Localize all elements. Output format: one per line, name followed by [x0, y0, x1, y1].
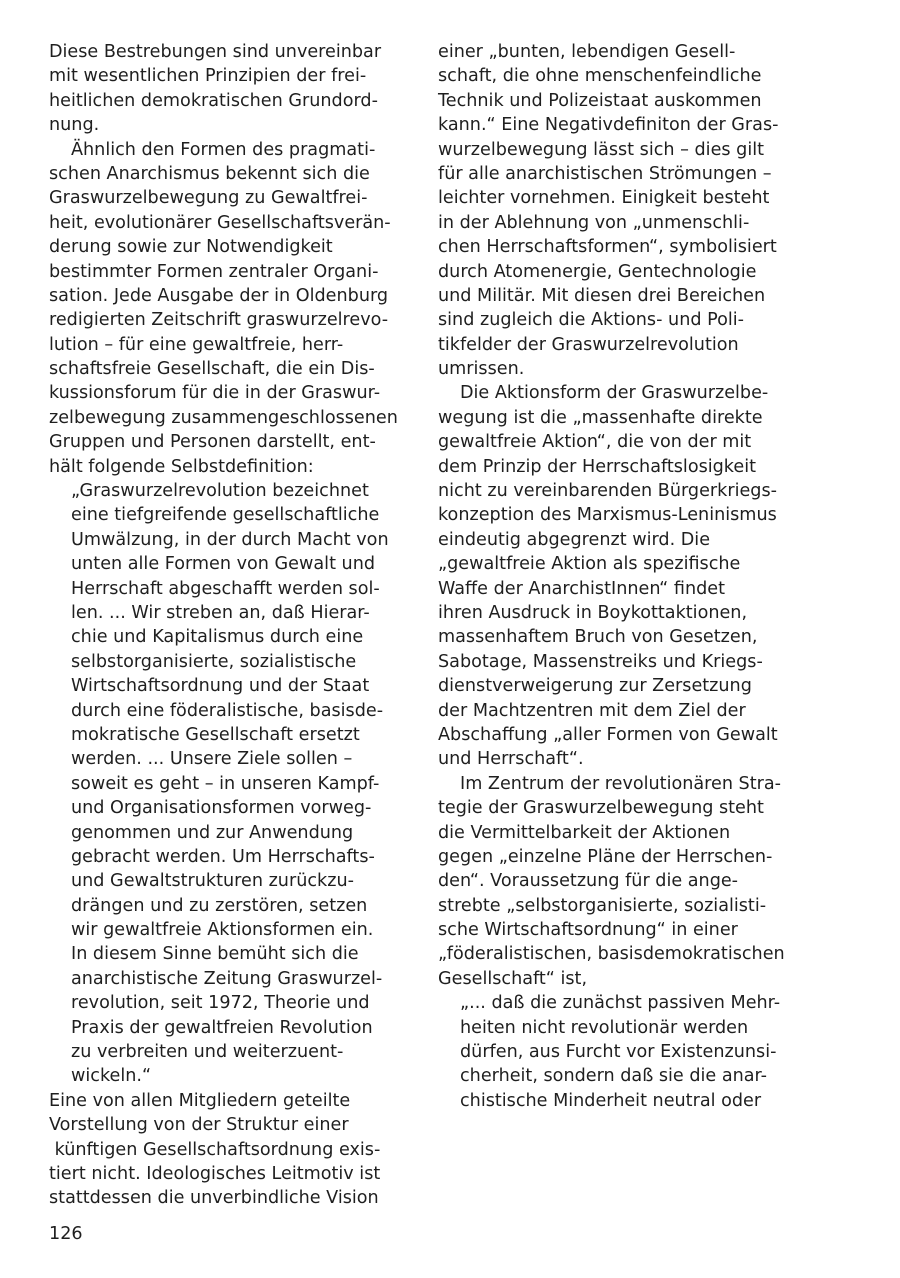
text-line: den“. Voraussetzung für die ange-: [438, 871, 739, 892]
quote-line: cherheit, sondern daß sie die anar-: [460, 1066, 767, 1087]
text-line: nung.: [49, 115, 100, 136]
right-column: [438, 40, 798, 1113]
text-line: heit, evolutionärer Gesellschaftsverän-: [49, 212, 391, 233]
text-line: konzeption des Marxismus-Leninismus: [438, 505, 777, 526]
quote-line: Herrschaft abgeschafft werden sol-: [71, 578, 380, 599]
text-line: massenhaftem Bruch von Gesetzen,: [438, 627, 758, 648]
quote-line: gebracht werden. Um Herrschafts-: [71, 846, 375, 867]
text-line: stattdessen die unverbindliche Vision: [49, 1188, 379, 1209]
quote-line: Wirtschaftsordnung und der Staat: [71, 676, 370, 697]
text-line: und Militär. Mit diesen drei Bereichen: [438, 285, 766, 306]
text-line: eindeutig abgegrenzt wird. Die: [438, 529, 711, 550]
quote-line: genommen und zur Anwendung: [71, 822, 354, 843]
text-line: „föderalistischen, basisdemokratischen: [438, 944, 785, 965]
text-line: strebte „selbstorganisierte, sozialisti-: [438, 895, 767, 916]
quote-line: In diesem Sinne bemüht sich die: [71, 944, 359, 965]
right-paragraph-3: [438, 772, 798, 992]
text-line: Abschaffung „aller Formen von Gewalt: [438, 724, 778, 745]
quote-line: selbstorganisierte, sozialistische: [71, 651, 357, 672]
text-line: Sabotage, Massenstreiks und Kriegs-: [438, 651, 763, 672]
text-line: heitlichen demokratischen Grundord-: [49, 90, 378, 111]
text-line: tiert nicht. Ideologisches Leitmotiv ist: [49, 1163, 381, 1184]
text-line: Waffe der AnarchistInnen“ findet: [438, 578, 726, 599]
text-line: chen Herrschaftsformen“, symbolisiert: [438, 237, 777, 258]
text-line: Gruppen und Personen darstellt, ent-: [49, 432, 376, 453]
text-line: schen Anarchismus bekennt sich die: [49, 163, 370, 184]
quote-line: len. ... Wir streben an, daß Hierar-: [71, 602, 370, 623]
quote-line: mokratische Gesellschaft ersetzt: [71, 724, 360, 745]
text-line: sind zugleich die Aktions- und Poli-: [438, 310, 744, 331]
right-paragraph-2: [438, 381, 798, 771]
quote-line: werden. ... Unsere Ziele sollen –: [71, 749, 353, 770]
quote-line: und Organisationsformen vorweg-: [71, 798, 372, 819]
quote-line: durch eine föderalistische, basisde-: [71, 700, 384, 721]
text-line: die Vermittelbarkeit der Aktionen: [438, 822, 731, 843]
text-line: kussionsforum für die in der Graswur-: [49, 383, 381, 404]
text-line: leichter vornehmen. Einigkeit besteht: [438, 188, 770, 209]
text-line: der Machtzentren mit dem Ziel der: [438, 700, 746, 721]
text-line: lution – für eine gewaltfreie, herr-: [49, 334, 344, 355]
text-line: kann.“ Eine Negativdefiniton der Gras-: [438, 115, 779, 136]
text-line: derung sowie zur Notwendigkeit: [49, 237, 333, 258]
text-line: künftigen Gesellschaftsordnung exis-: [49, 1139, 381, 1160]
text-line: wurzelbewegung lässt sich – dies gilt: [438, 139, 764, 160]
quote-line: zu verbreiten und weiterzuent-: [71, 1042, 344, 1063]
quote-line: soweit es geht – in unseren Kampf-: [71, 773, 380, 794]
text-line: für alle anarchistischen Strömungen –: [438, 163, 772, 184]
text-line: mit wesentlichen Prinzipien der frei-: [49, 66, 367, 87]
text-line: umrissen.: [438, 359, 525, 380]
text-line: gewaltfreie Aktion“, die von der mit: [438, 432, 752, 453]
text-line: dienstverweigerung zur Zersetzung: [438, 676, 752, 697]
quote-line: drängen und zu zerstören, setzen: [71, 895, 368, 916]
text-line: „gewaltfreie Aktion als spezifische: [438, 554, 741, 575]
text-line: einer „bunten, lebendigen Gesell-: [438, 42, 736, 62]
text-line: hält folgende Selbstdefinition:: [49, 456, 314, 477]
quote-line: revolution, seit 1972, Theorie und: [71, 993, 370, 1014]
text-line: redigierten Zeitschrift graswurzelrevo-: [49, 310, 389, 331]
quote-line: wickeln.“: [71, 1066, 152, 1087]
text-line: Ähnlich den Formen des pragmati-: [71, 139, 376, 160]
quote-line: und Gewaltstrukturen zurückzu-: [71, 871, 354, 892]
left-block-quote: [49, 479, 409, 1089]
text-line: tegie der Graswurzelbewegung steht: [438, 798, 764, 819]
quote-line: chie und Kapitalismus durch eine: [71, 627, 364, 648]
left-paragraph-3: [49, 1089, 409, 1211]
quote-line: Praxis der gewaltfreien Revolution: [71, 1017, 373, 1038]
text-line: Gesellschaft“ ist,: [438, 968, 588, 989]
text-line: Graswurzelbewegung zu Gewaltfrei-: [49, 188, 368, 209]
quote-line: wir gewaltfreie Aktionsformen ein.: [71, 920, 374, 941]
right-paragraph-1: [438, 40, 798, 381]
text-line: in der Ablehnung von „unmenschli-: [438, 212, 750, 233]
quote-line: unten alle Formen von Gewalt und: [71, 554, 376, 575]
text-line: Eine von allen Mitgliedern geteilte: [49, 1090, 351, 1111]
text-line: ihren Ausdruck in Boykottaktionen,: [438, 602, 748, 623]
text-line: gegen „einzelne Pläne der Herrschen-: [438, 846, 773, 867]
text-line: wegung ist die „massenhafte direkte: [438, 407, 763, 428]
quote-line: „Graswurzelrevolution bezeichnet: [71, 481, 369, 502]
quote-line: chistische Minderheit neutral oder: [460, 1090, 762, 1111]
text-line: Diese Bestrebungen sind unvereinbar: [49, 42, 382, 62]
right-block-quote: [438, 991, 798, 1113]
text-line: sation. Jede Ausgabe der in Oldenburg: [49, 285, 389, 306]
text-line: schaft, die ohne menschenfeindliche: [438, 66, 762, 87]
text-line: bestimmter Formen zentraler Organi-: [49, 261, 379, 282]
quote-line: Umwälzung, in der durch Macht von: [71, 529, 389, 550]
text-line: zelbewegung zusammengeschlossenen: [49, 407, 398, 428]
text-line: Vorstellung von der Struktur einer: [49, 1115, 349, 1136]
text-line: dem Prinzip der Herrschaftslosigkeit: [438, 456, 756, 477]
quote-line: anarchistische Zeitung Graswurzel-: [71, 968, 383, 989]
quote-line: „... daß die zunächst passiven Mehr-: [460, 993, 781, 1014]
page-number: 126: [49, 1224, 83, 1244]
text-line: tikfelder der Graswurzelrevolution: [438, 334, 739, 355]
quote-line: dürfen, aus Furcht vor Existenzunsi-: [460, 1042, 777, 1063]
left-paragraph-2: [49, 138, 409, 479]
text-line: sche Wirtschaftsordnung“ in einer: [438, 920, 738, 941]
text-line: Im Zentrum der revolutionären Stra-: [460, 773, 781, 794]
text-line: schaftsfreie Gesellschaft, die ein Dis-: [49, 359, 375, 380]
left-column: [49, 40, 409, 1211]
text-line: nicht zu vereinbarenden Bürgerkriegs-: [438, 481, 777, 502]
text-line: durch Atomenergie, Gentechnologie: [438, 261, 757, 282]
quote-line: eine tiefgreifende gesellschaftliche: [71, 505, 380, 526]
left-paragraph-1: [49, 40, 409, 138]
text-line: Die Aktionsform der Graswurzelbe-: [460, 383, 769, 404]
quote-line: heiten nicht revolutionär werden: [460, 1017, 749, 1038]
text-line: Technik und Polizeistaat auskommen: [438, 90, 762, 111]
text-line: und Herrschaft“.: [438, 749, 584, 770]
